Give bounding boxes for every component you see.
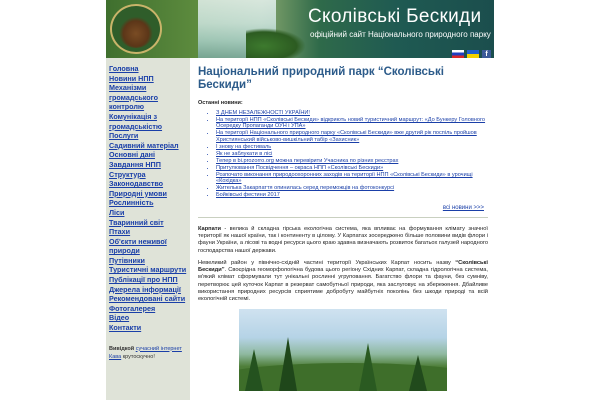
news-item [216,172,488,185]
sidebar-link[interactable]: Законодавство [109,179,164,189]
sidebar-item [109,265,187,275]
sidebar-item [109,218,187,228]
sidebar-link[interactable]: Комунікація з громадськістю [109,111,163,131]
sidebar-link[interactable]: Птахи [109,227,131,237]
news-link[interactable]: Притулювання Посвідчення – окраса НПП «Сколівські Бескиди» [216,164,384,171]
photo-tree [409,355,427,391]
footer-link-2[interactable]: Кава [109,353,122,360]
sidebar-item [109,323,187,333]
site-header [106,0,494,58]
footer-line-2 [109,353,187,361]
sidebar-item [109,227,187,237]
sidebar-link[interactable]: Новини НПП [109,73,154,83]
news-item [216,151,488,157]
sidebar-link[interactable]: Структура [109,169,146,179]
intro-paragraph [198,226,488,255]
sidebar-item [109,313,187,323]
news-link[interactable]: Як не заблукати в лісі [216,150,273,157]
news-link[interactable]: Тепер в bi.prozorro.org можна перевірити Учасника по різних реєстрах [216,157,399,164]
news-item [216,192,488,198]
sidebar-link[interactable]: Головна [109,64,139,73]
sidebar-link[interactable]: Послуги [109,131,139,141]
sidebar-menu [109,64,187,333]
sidebar-item [109,112,187,131]
sidebar-item [109,64,187,74]
sidebar-item [109,141,187,151]
sidebar-nav [106,58,190,400]
sidebar-link[interactable]: Фотогалерея [109,303,156,313]
sidebar-link[interactable]: Основні дані [109,150,155,160]
photo-tree [359,343,377,391]
news-link[interactable]: З ДНЕМ НЕЗАЛЕЖНОСТІ УКРАЇНИ! [216,110,310,116]
latest-news-label: Останні новини: [198,100,243,106]
sidebar-item [109,179,187,189]
sidebar-item [109,304,187,314]
site-title: Сколівські Бескиди [308,6,482,27]
sidebar-link[interactable]: Рослинність [109,198,154,208]
sidebar-footer [109,345,187,361]
news-item [216,144,488,150]
footer-link[interactable]: сучасний інтернет [135,345,182,352]
sidebar-link[interactable]: Завдання НПП [109,159,161,169]
news-item [216,110,488,116]
sidebar-link[interactable]: Об'єкти неживої природи [109,236,167,256]
russian-flag-icon[interactable] [452,50,464,58]
news-item [216,185,488,191]
description-start: Невеликий район у північно-східній частині території Українських Карпат носить назву [198,259,456,266]
site-subtitle: офіційний сайт Національного природного парку [310,30,491,39]
intro-text: - велика й складна гірська екологічна система, яка впливає на формування клімату значної території як нашої країни, так і континенту в цілому. У Карпатах зосереджено більше половини видів флори і фауни України, а лісові та водні ресурси цього краю здавна визначають розвиток багатьох галузей народного господарства нашої держави. [198,225,488,254]
sidebar-link[interactable]: Механізми громадського контролю [109,83,158,112]
ukrainian-flag-icon[interactable] [467,50,479,58]
sidebar-item [109,150,187,160]
sidebar-item [109,285,187,295]
sidebar-link[interactable]: Природні умови [109,188,167,198]
all-news-link[interactable]: всі новини >>> [442,204,484,211]
news-link[interactable]: І знову на фестиваль [216,143,272,150]
sidebar-item [109,198,187,208]
sidebar-link[interactable]: Контакти [109,323,142,333]
sidebar-item [109,256,187,266]
sidebar-link[interactable]: Ліси [109,207,125,217]
news-link[interactable]: Жителька Закарпаття опинилась серед переможців на фотоконкурсі [216,185,395,192]
photo-tree [245,349,263,391]
sidebar-link[interactable]: Садивний матеріал [109,140,179,150]
landscape-photo [239,309,447,391]
sidebar-item [109,83,187,112]
description-bold: “Сколівські Бескиди” [198,259,488,274]
content-divider [198,217,488,218]
footer-prefix: Вивідкой [109,345,135,352]
sidebar-item [109,131,187,141]
page-title: Національний природний парк “Сколівські Бескиди” [198,66,444,91]
news-item [216,130,488,143]
sidebar-link[interactable]: Путівники [109,255,145,265]
sidebar-item [109,275,187,285]
news-link[interactable]: Розпочато виконання природоохоронних заходів на території НПП «Сколівські Бескиди» в урочищі «Кохідка» [216,171,473,185]
main-content [190,58,494,400]
facebook-icon[interactable]: f [482,50,491,58]
footer-text-2: крутоскучно! [122,353,155,360]
news-link[interactable]: На території НПП «Сколівські Бескиди» відкриють новий туристичний маршрут: «До Бункеру Головного Осередку Пропаганди ОУН і УПА» [216,117,486,130]
sidebar-link[interactable]: Туристичні маршрути [109,265,187,275]
sidebar-item [109,160,187,170]
fern-banner-image [246,28,306,58]
news-link[interactable]: На території Національного природного парку «Сколівські Бескиди» вже другий рік поспіль пройшов Християнський військово-вишкільний табір «Захисник» [216,130,477,143]
sidebar-link[interactable]: Тваринний світ [109,217,164,227]
photo-tree [279,337,297,391]
sidebar-link[interactable]: Відео [109,313,130,323]
sidebar-item [109,237,187,256]
news-item [216,117,488,130]
sidebar-link[interactable]: Публікації про НПП [109,275,178,285]
description-rest: . Своєрідна геоморфологічна будова цього регіону Східних Карпат, складна гідрологічна система, м'який клімат сформували тут унікальні рослинні угруповання. Багатство флори та фауни, без сумніву, перетворює цей куточок Карпат в резерват самобутньої природи, яка заслуговує на збереження. Дбайливе використання природних ресурсів сприятиме добробуту майбутніх поколінь без шкоди природі та всій екологічній системі. [198,267,488,303]
bear-emblem-icon [118,12,154,48]
page-gutter-left [0,0,106,400]
sidebar-item [109,74,187,84]
language-switcher [452,50,491,58]
sidebar-item [109,208,187,218]
news-item [216,158,488,164]
sidebar-item [109,294,187,304]
page-container [106,0,494,400]
sidebar-link[interactable]: Джерела інформації [109,284,181,294]
park-logo[interactable] [110,4,162,54]
all-news-row [198,205,484,211]
news-link[interactable]: Бойківські фестини 2017 [216,192,280,199]
sidebar-link[interactable]: Рекомендовані сайти [109,294,186,304]
footer-line-1 [109,345,187,353]
sidebar-item [109,189,187,199]
intro-bold: Карпати [198,225,222,232]
news-item [216,165,488,171]
news-list [198,110,488,199]
page-gutter-right [494,0,600,400]
sidebar-item [109,170,187,180]
description-paragraph [198,260,488,304]
